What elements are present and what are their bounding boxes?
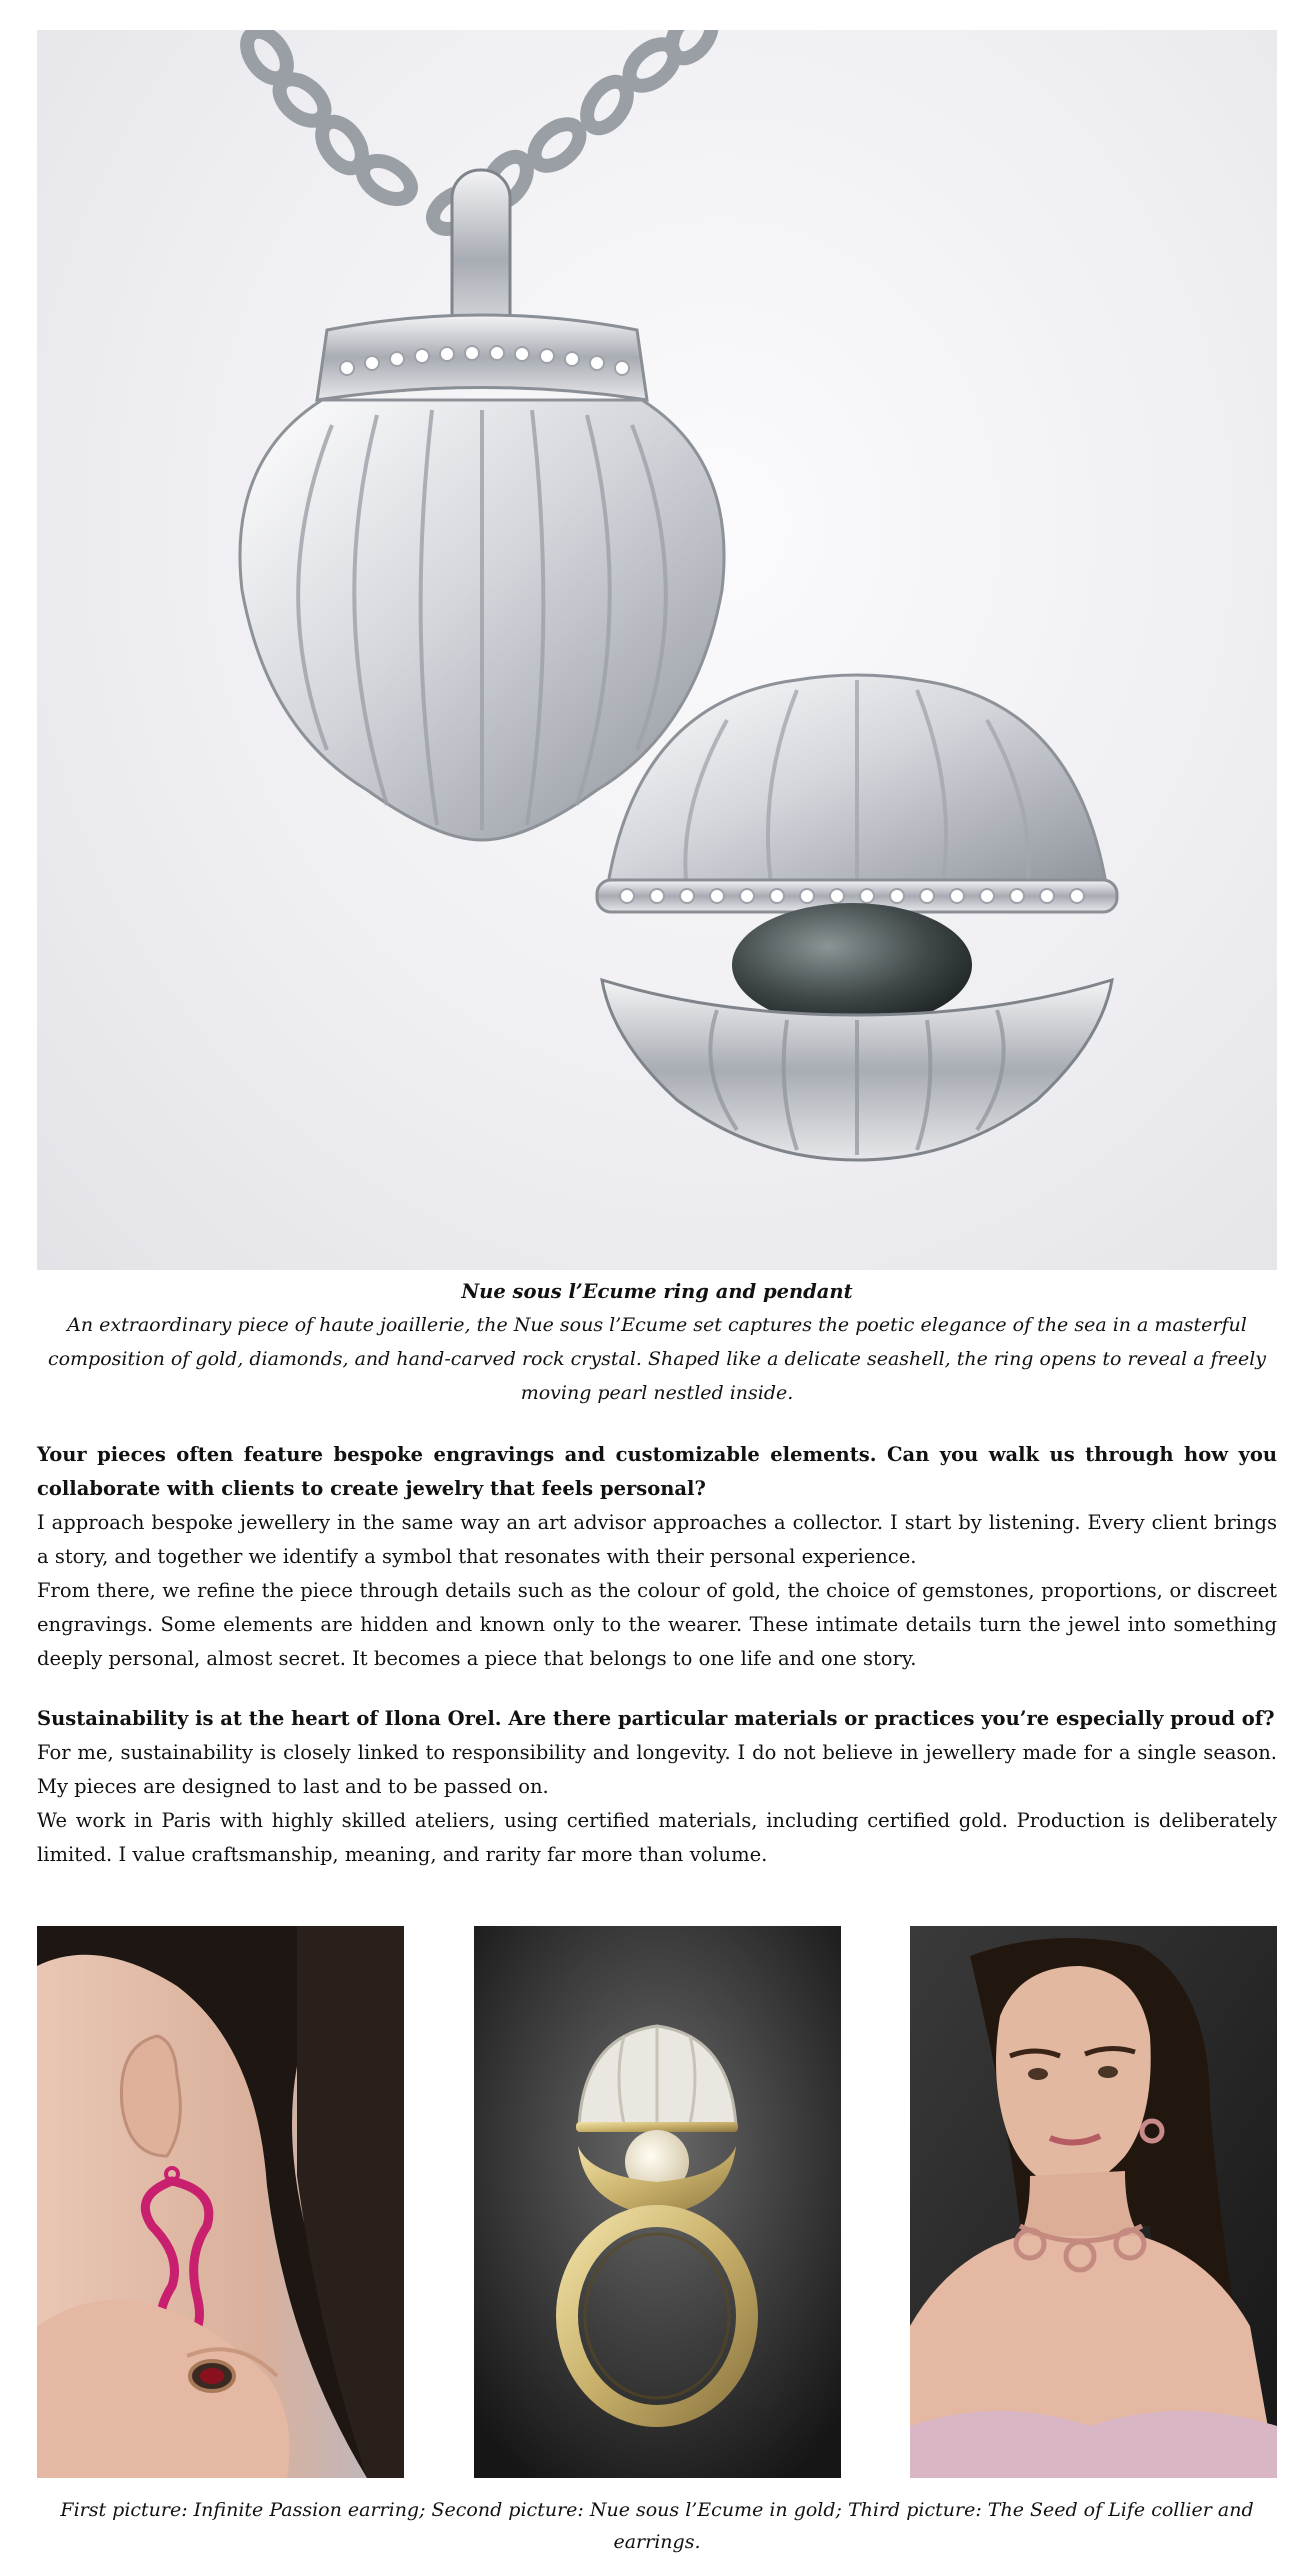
interview-answer: We work in Paris with highly skilled ateliers, using certified materials, including certified gold. Production is deliberately limited. I value craftsmanship, meaning, and rarity far more than volume. (37, 1809, 1277, 1866)
interview-answer: From there, we refine the piece through details such as the colour of gold, the choice of gemstones, proportions, or discreet engravings. Some elements are hidden and known only to the wearer. These intimate details turn the jewel into something deeply personal, almost secret. It becomes a piece that belongs to one life and one story. (37, 1579, 1277, 1670)
gallery-image-collier (910, 1926, 1277, 2478)
image-gallery (37, 1926, 1277, 2478)
interview-answer: For me, sustainability is closely linked to responsibility and longevity. I do not believe in jewellery made for a single season. My pieces are designed to last and to be passed on. (37, 1741, 1277, 1798)
gold-ring-photo (474, 1926, 841, 2478)
interview-answer: I approach bespoke jewellery in the same way an art advisor approaches a collector. I start by listening. Every client brings a story, and together we identify a symbol that resonates with their personal experience. (37, 1511, 1277, 1568)
earring-photo (37, 1926, 404, 2478)
interview-block-1 (37, 1438, 1277, 1676)
hero-caption-title: Nue sous l’Ecume ring and pendant (461, 1280, 853, 1303)
gallery-image-gold-ring (474, 1926, 841, 2478)
interview-question: Your pieces often feature bespoke engravings and customizable elements. Can you walk us through how you collaborate with clients to create jewelry that feels personal? (37, 1443, 1277, 1500)
hero-image (37, 30, 1277, 1270)
interview-block-2 (37, 1702, 1277, 1872)
collier-portrait-photo (910, 1926, 1277, 2478)
gallery-caption: First picture: Infinite Passion earring; Second picture: Nue sous l’Ecume in gold; Third picture: The Seed of Life collier and earrings. (60, 2499, 1254, 2553)
article (37, 30, 1277, 2558)
interview-question: Sustainability is at the heart of Ilona Orel. Are there particular materials or practices you’re especially proud of? (37, 1707, 1275, 1730)
hero-caption-text: An extraordinary piece of haute joaillerie, the Nue sous l’Ecume set captures the poetic elegance of the sea in a masterful composition of gold, diamonds, and hand-carved rock crystal. Shaped like a delicate seashell, the ring opens to reveal a freely moving pearl nestled inside. (47, 1314, 1267, 1404)
gallery-image-earring (37, 1926, 404, 2478)
hero-image-drawing (37, 30, 1277, 1270)
